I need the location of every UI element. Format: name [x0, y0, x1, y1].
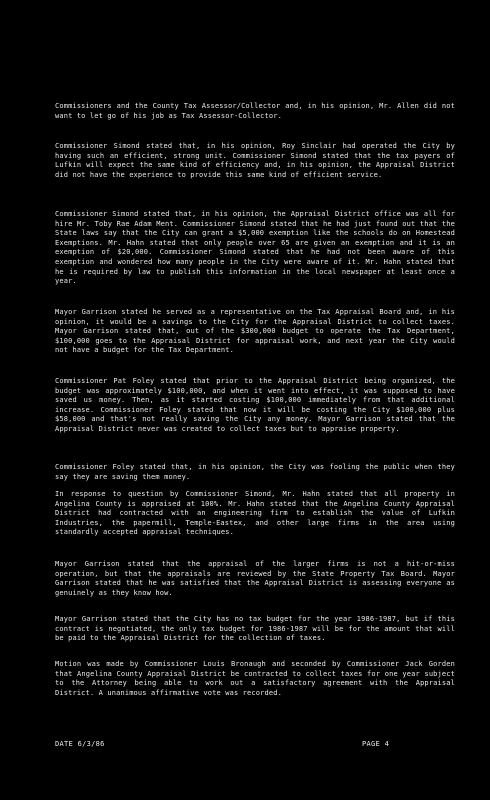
paragraph-10: Motion was made by Commissioner Louis Bronaugh and seconded by Commissioner Jack Gorden that Angelina County Appraisal District be contracted to collect taxes for one year subject to the Attorney being able to work out a satisfactory agreement with the Appraisal District. A unanimous affirmative vote was recorded.	[55, 660, 455, 697]
footer-date: DATE 6/3/86	[55, 740, 105, 748]
paragraph-9: Mayor Garrison stated that the City has no tax budget for the year 1986-1987, but if this contract is negotiated, the only tax budget for 1986-1987 will be for the amount that will be paid to the Appraisal District for the collection of taxes.	[55, 615, 455, 643]
paragraph-4: Mayor Garrison stated he served as a representative on the Tax Appraisal Board and, in his opinion, it would be a savings to the City for the Appraisal District to collect taxes. Mayor Garrison stated that, out of the $300,000 budget to operate the Tax Department, $100,000 goes to the Appraisal District for appraisal work, and next year the City would not have a budget for the Tax Department.	[55, 308, 455, 355]
paragraph-5: Commissioner Pat Foley stated that prior to the Appraisal District being organized, the budget was approximately $100,000, and when it went into effect, it was supposed to have saved us money. Then, as it started costing $100,000 immediately from that additional increase. Commissioner Foley stated that now it will be costing the City $100,000 plus $58,000 and that's not really saving the City any money. Mayor Garrison stated that the Appraisal District never was created to collect taxes but to appraise property.	[55, 377, 455, 433]
paragraph-2: Commissioner Simond stated that, in his opinion, Roy Sinclair had operated the City by having such an efficient, strong unit. Commissioner Simond stated that the tax payers of Lufkin will expect the same kind of efficiency and, in his opinion, the Appraisal District did not have the experience to provide this same kind of efficient service.	[55, 142, 455, 179]
footer-page-number: PAGE 4	[362, 740, 390, 748]
paragraph-7: In response to question by Commissioner Simond, Mr. Hahn stated that all property in Angelina County is appraised at 100%. Mr. Hahn stated that the Angelina County Appraisal District had contracted with an engineering firm to establish the value of Lufkin Industries, the papermill, Temple-Eastex, and other large firms in the area using standardly accepted appraisal techniques.	[55, 490, 455, 537]
paragraph-6: Commissioner Foley stated that, in his opinion, the City was fooling the public when they say they are saving them money.	[55, 463, 455, 481]
paragraph-8: Mayor Garrison stated that the appraisal of the larger firms is not a hit-or-miss operation, but that the appraisals are reviewed by the State Property Tax Board. Mayor Garrison stated that he was satisfied that the Appraisal District is assessing everyone as genuinely as they know how.	[55, 560, 455, 597]
paragraph-1: Commissioners and the County Tax Assessor/Collector and, in his opinion, Mr. Allen did not want to let go of his job as Tax Assessor-Collector.	[55, 102, 455, 120]
paragraph-3: Commissioner Simond stated that, in his opinion, the Appraisal District office was all for hire Mr. Toby Rae Adam Ment. Commissioner Simond stated that he had just found out that the State laws say that the City can grant a $5,000 exemption like the schools do on Homestead Exemptions. Mr. Hahn stated that only people over 65 are given an exemption and it is an exemption of $20,000. Commissioner Simond stated that he had not been aware of this exemption and wondered how many people in the City were aware of it. Mr. Hahn stated that he is required by law to publish this information in the local newspaper at least once a year.	[55, 210, 455, 286]
